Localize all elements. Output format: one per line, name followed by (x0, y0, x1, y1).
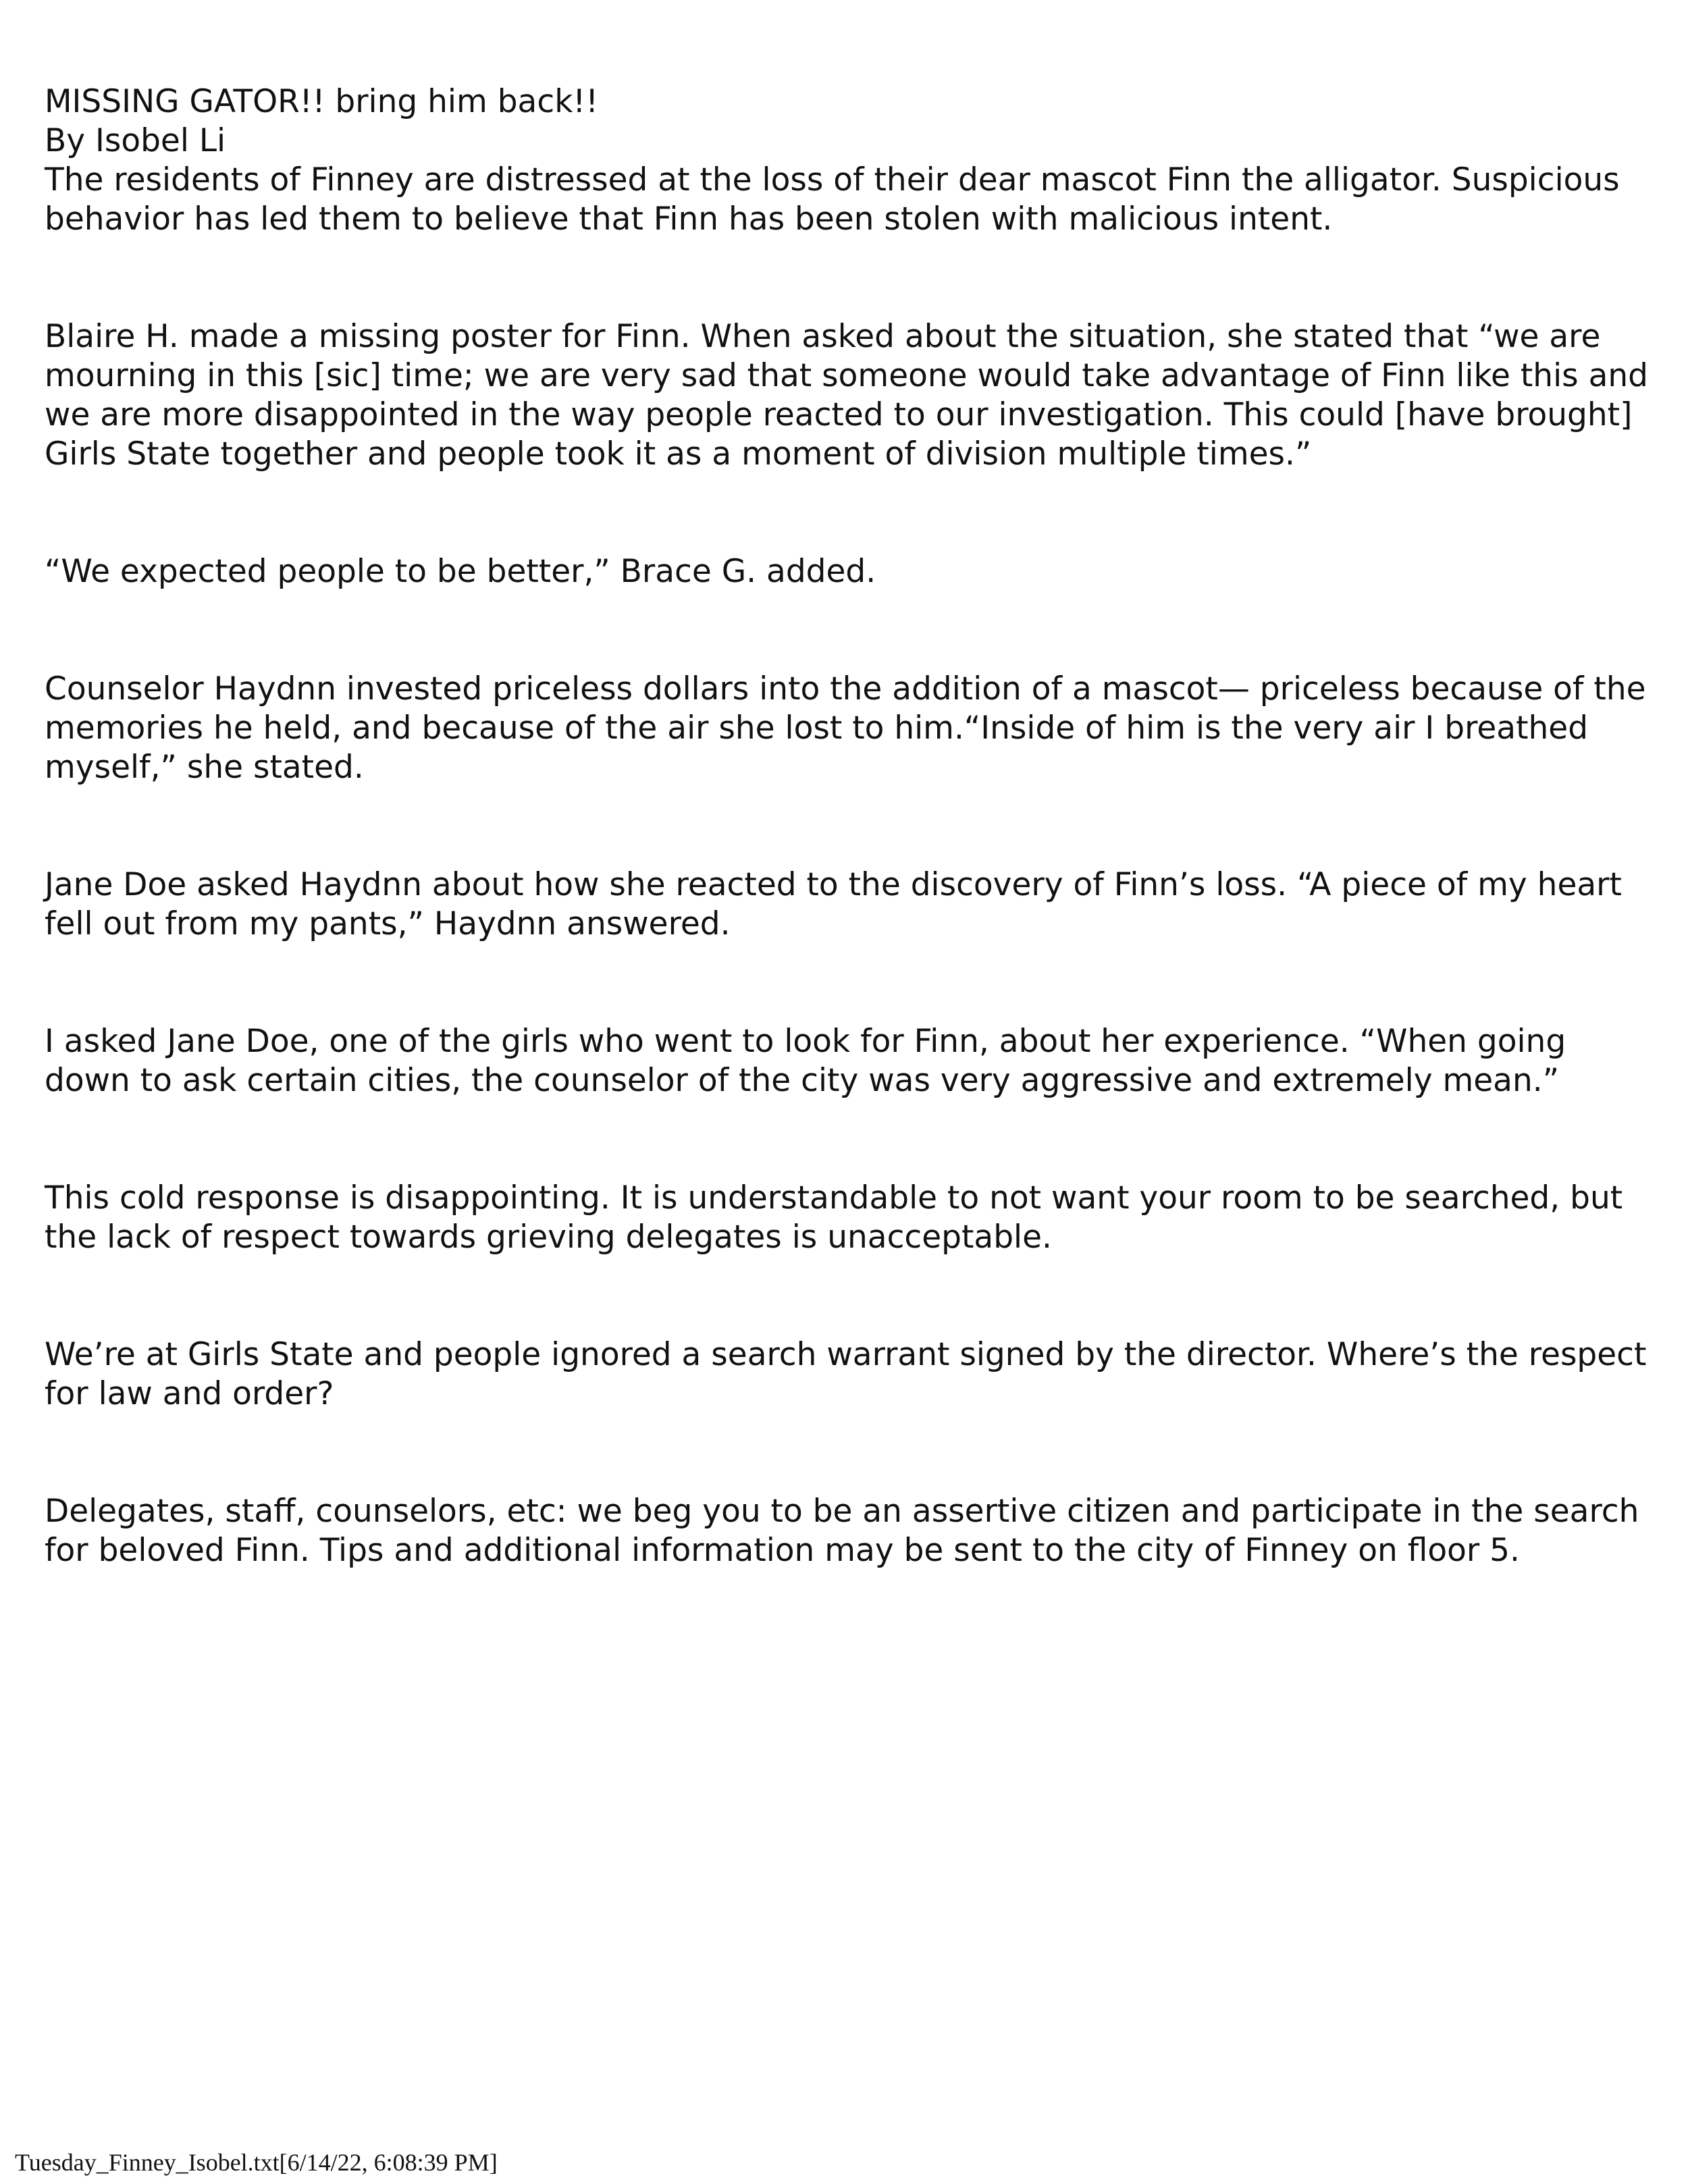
paragraph-text: Blaire H. made a missing poster for Finn. When asked about the situation, she stated that “we are mourning in this [sic] time; we are very sad that someone would take advantage of Finn like this and we are more disappointed in the way people reacted to our investigation. This could [have brought] Girls State together and people took it as a moment of division multiple times.” (45, 318, 1648, 473)
paragraph (45, 317, 1658, 474)
paragraph (45, 1179, 1658, 1257)
paragraph (45, 1335, 1658, 1414)
article-body (45, 82, 1658, 1649)
paragraph (45, 552, 1658, 591)
paragraph (45, 670, 1658, 787)
paragraph-intro: The residents of Finney are distressed at the loss of their dear mascot Finn the alligator. Suspicious behavior has led them to believe that Finn has been stolen with malicious intent. (45, 161, 1630, 238)
paragraph-text: Counselor Haydnn invested priceless dollars into the addition of a mascot— priceless because of the memories he held, and because of the air she lost to him.“Inside of him is the very air I breathed myself,” she stated. (45, 670, 1646, 786)
print-footer: Tuesday_Finney_Isobel.txt[6/14/22, 6:08:39 PM] (15, 2149, 498, 2176)
paragraph-text: Jane Doe asked Haydnn about how she reacted to the discovery of Finn’s loss. “A piece of my heart fell out from my pants,” Haydnn answered. (45, 866, 1622, 942)
paragraph-text: We’re at Girls State and people ignored a search warrant signed by the director. Where’s the respect for law and order? (45, 1336, 1647, 1412)
article-title: MISSING GATOR!! bring him back!! (45, 83, 599, 120)
paragraph (45, 1022, 1658, 1100)
paragraph (45, 865, 1658, 944)
paragraph-text: Delegates, staff, counselors, etc: we beg you to be an assertive citizen and participate in the search for beloved Finn. Tips and additional information may be sent to the city of Finney on floor 5. (45, 1493, 1639, 1569)
paragraph-text: This cold response is disappointing. It is understandable to not want your room to be searched, but the lack of respect towards grieving delegates is unacceptable. (45, 1179, 1623, 1256)
paragraph (45, 1492, 1658, 1570)
article-header (45, 82, 1658, 239)
article-byline: By Isobel Li (45, 122, 226, 159)
paragraph-text: “We expected people to be better,” Brace G. added. (45, 553, 876, 590)
paragraph-text: I asked Jane Doe, one of the girls who went to look for Finn, about her experience. “When going down to ask certain cities, the counselor of the city was very aggressive and extremely mean.” (45, 1023, 1566, 1099)
